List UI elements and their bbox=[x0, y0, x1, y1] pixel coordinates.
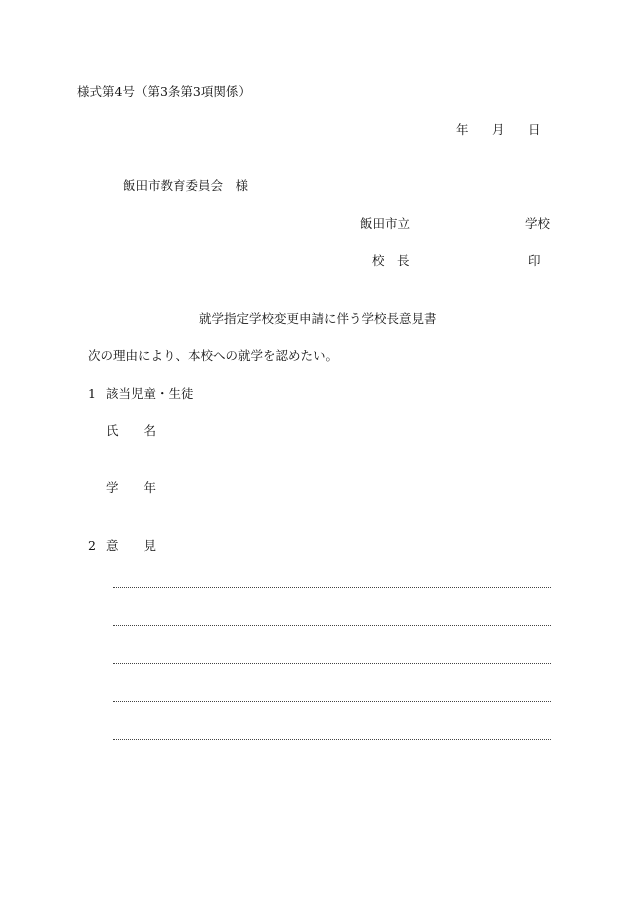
intro-text: 次の理由により、本校への就学を認めたい。 bbox=[88, 348, 339, 363]
grade-label: 学 年 bbox=[106, 480, 157, 495]
opinion-writing-line bbox=[113, 701, 551, 702]
document-title: 就学指定学校変更申請に伴う学校長意見書 bbox=[199, 311, 437, 326]
addressee: 飯田市教育委員会 様 bbox=[123, 178, 249, 193]
seal-mark: 印 bbox=[528, 253, 541, 268]
date-year-label: 年 bbox=[456, 122, 469, 137]
date-day-label: 日 bbox=[528, 122, 541, 137]
form-label: 様式第4号（第3条第3項関係） bbox=[77, 84, 251, 99]
school-suffix: 学校 bbox=[525, 216, 551, 231]
opinion-writing-line bbox=[113, 663, 551, 664]
section-1-number: 1 bbox=[88, 386, 96, 401]
section-1-heading: 該当児童・生徒 bbox=[106, 386, 194, 401]
section-2-heading: 意 見 bbox=[106, 538, 157, 553]
opinion-writing-line bbox=[113, 739, 551, 740]
name-label: 氏 名 bbox=[106, 423, 157, 438]
opinion-writing-line bbox=[113, 625, 551, 626]
school-prefix: 飯田市立 bbox=[360, 216, 411, 231]
date-month-label: 月 bbox=[492, 122, 505, 137]
opinion-writing-line bbox=[113, 587, 551, 588]
section-2-number: 2 bbox=[88, 538, 96, 553]
principal-label: 校 長 bbox=[372, 253, 410, 268]
